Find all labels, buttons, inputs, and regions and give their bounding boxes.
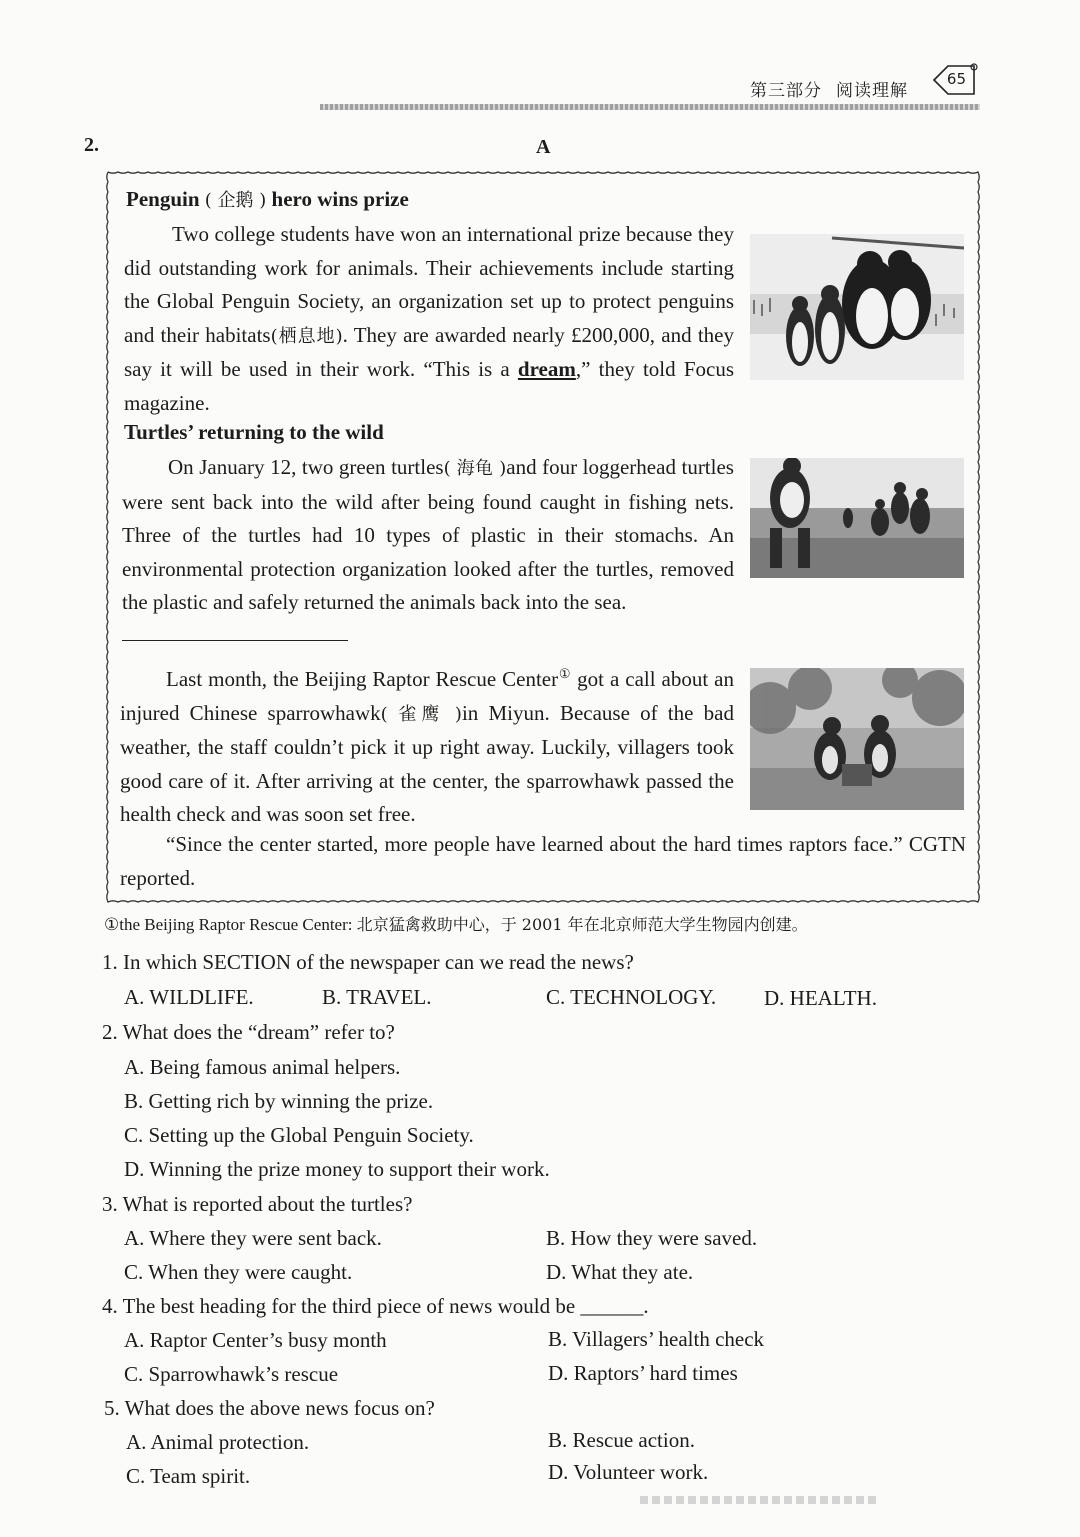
section-letter: A <box>536 136 551 158</box>
q4-option-c[interactable]: C. Sparrowhawk’s rescue <box>124 1362 339 1386</box>
q5-option-a[interactable]: A. Animal protection. <box>126 1430 310 1454</box>
news1-body: Two college students have won an international prize because they did outstanding work for animals. Their achievements include starting the Global Penguin Society, an organization set up to protect penguins and their habitats(栖息地). They are awarded nearly £200,000, and they say it will be used in their work. “This is a dream,” they told Focus magazine. <box>124 222 734 415</box>
turtle-release-photo <box>750 458 964 578</box>
header-section: 阅读理解 <box>836 81 908 101</box>
news1-heading: Penguin ( 企鹅 ) hero wins prize <box>126 187 409 211</box>
header-divider <box>320 104 980 110</box>
question-number: 2. <box>84 134 99 156</box>
question-4-stem: 4. The best heading for the third piece of news would be ______. <box>102 1294 649 1318</box>
page-number: 65 <box>946 70 966 88</box>
q5-option-b[interactable]: B. Rescue action. <box>548 1428 695 1452</box>
sparrowhawk-rescue-photo <box>750 668 964 810</box>
q5-option-c[interactable]: C. Team spirit. <box>126 1464 251 1488</box>
q5-option-d[interactable]: D. Volunteer work. <box>548 1460 709 1484</box>
q2-option-d[interactable]: D. Winning the prize money to support their work. <box>124 1157 550 1181</box>
question-5-stem: 5. What does the above news focus on? <box>104 1396 435 1420</box>
news2-body-a: On January 12, two green turtles( 海龟 )and four loggerhead turtles were sent back into the wild after being found caught in fishing nets. Three of the turtles had 10 types of plastic in their stomachs. An environmental protection organization looked after the turtles, removed the plastic and safely returned the animals back into the sea. <box>122 455 734 614</box>
q1-option-b[interactable]: B. TRAVEL. <box>322 985 432 1009</box>
question-1-stem: 1. In which SECTION of the newspaper can we read the news? <box>102 950 634 974</box>
page-header <box>320 62 980 112</box>
q3-option-a[interactable]: A. Where they were sent back. <box>124 1226 382 1250</box>
q4-option-d[interactable]: D. Raptors’ hard times <box>548 1361 738 1385</box>
underlined-word-dream: dream <box>517 357 576 381</box>
q2-option-c[interactable]: C. Setting up the Global Penguin Society. <box>124 1123 474 1147</box>
q2-option-a[interactable]: A. Being famous animal helpers. <box>124 1055 401 1079</box>
header-part: 第三部分 <box>750 81 822 101</box>
q4-option-b[interactable]: B. Villagers’ health check <box>548 1327 765 1351</box>
q1-option-a[interactable]: A. WILDLIFE. <box>124 985 254 1009</box>
q3-option-c[interactable]: C. When they were caught. <box>124 1260 353 1284</box>
q2-option-b[interactable]: B. Getting rich by winning the prize. <box>124 1089 434 1113</box>
q3-option-d[interactable]: D. What they ate. <box>546 1260 694 1284</box>
q4-option-a[interactable]: A. Raptor Center’s busy month <box>124 1328 387 1352</box>
question-3-stem: 3. What is reported about the turtles? <box>102 1192 413 1216</box>
news2-body-b: and four loggerhead turtles were sent back into the wild after being found caught in fishing nets. Three of the turtles had 10 types of plastic in their stomachs. An environmental protection organization looked after the turtles, removed the plastic and safely returned the animals back into the sea. <box>122 455 734 614</box>
page-footer-fragment <box>640 1496 880 1504</box>
news2-heading: Turtles’ returning to the wild <box>124 420 384 444</box>
question-2-stem: 2. What does the “dream” refer to? <box>102 1020 395 1044</box>
news3-quote: “Since the center started, more people have learned about the hard times raptors face.” CGTN reported. <box>120 832 966 890</box>
penguin-photo <box>750 234 964 380</box>
blank-heading-line <box>122 640 348 641</box>
news3-body: Last month, the Beijing Raptor Rescue Center① got a call about an injured Chinese sparrowhawk( 雀鹰 )in Miyun. Because of the bad weather, the staff couldn’t pick it up right away. Luckily, villagers took good care of it. After arriving at the center, the sparrowhawk passed the health check and was soon set free. <box>120 666 734 826</box>
q1-option-d[interactable]: D. HEALTH. <box>764 986 877 1010</box>
header-section-title <box>750 76 908 101</box>
q3-option-b[interactable]: B. How they were saved. <box>546 1226 758 1250</box>
footnote: ①the Beijing Raptor Rescue Center: 北京猛禽救助中心，于 2001 年在北京师范大学生物园内创建。 <box>104 915 808 934</box>
q1-option-c[interactable]: C. TECHNOLOGY. <box>546 985 717 1009</box>
